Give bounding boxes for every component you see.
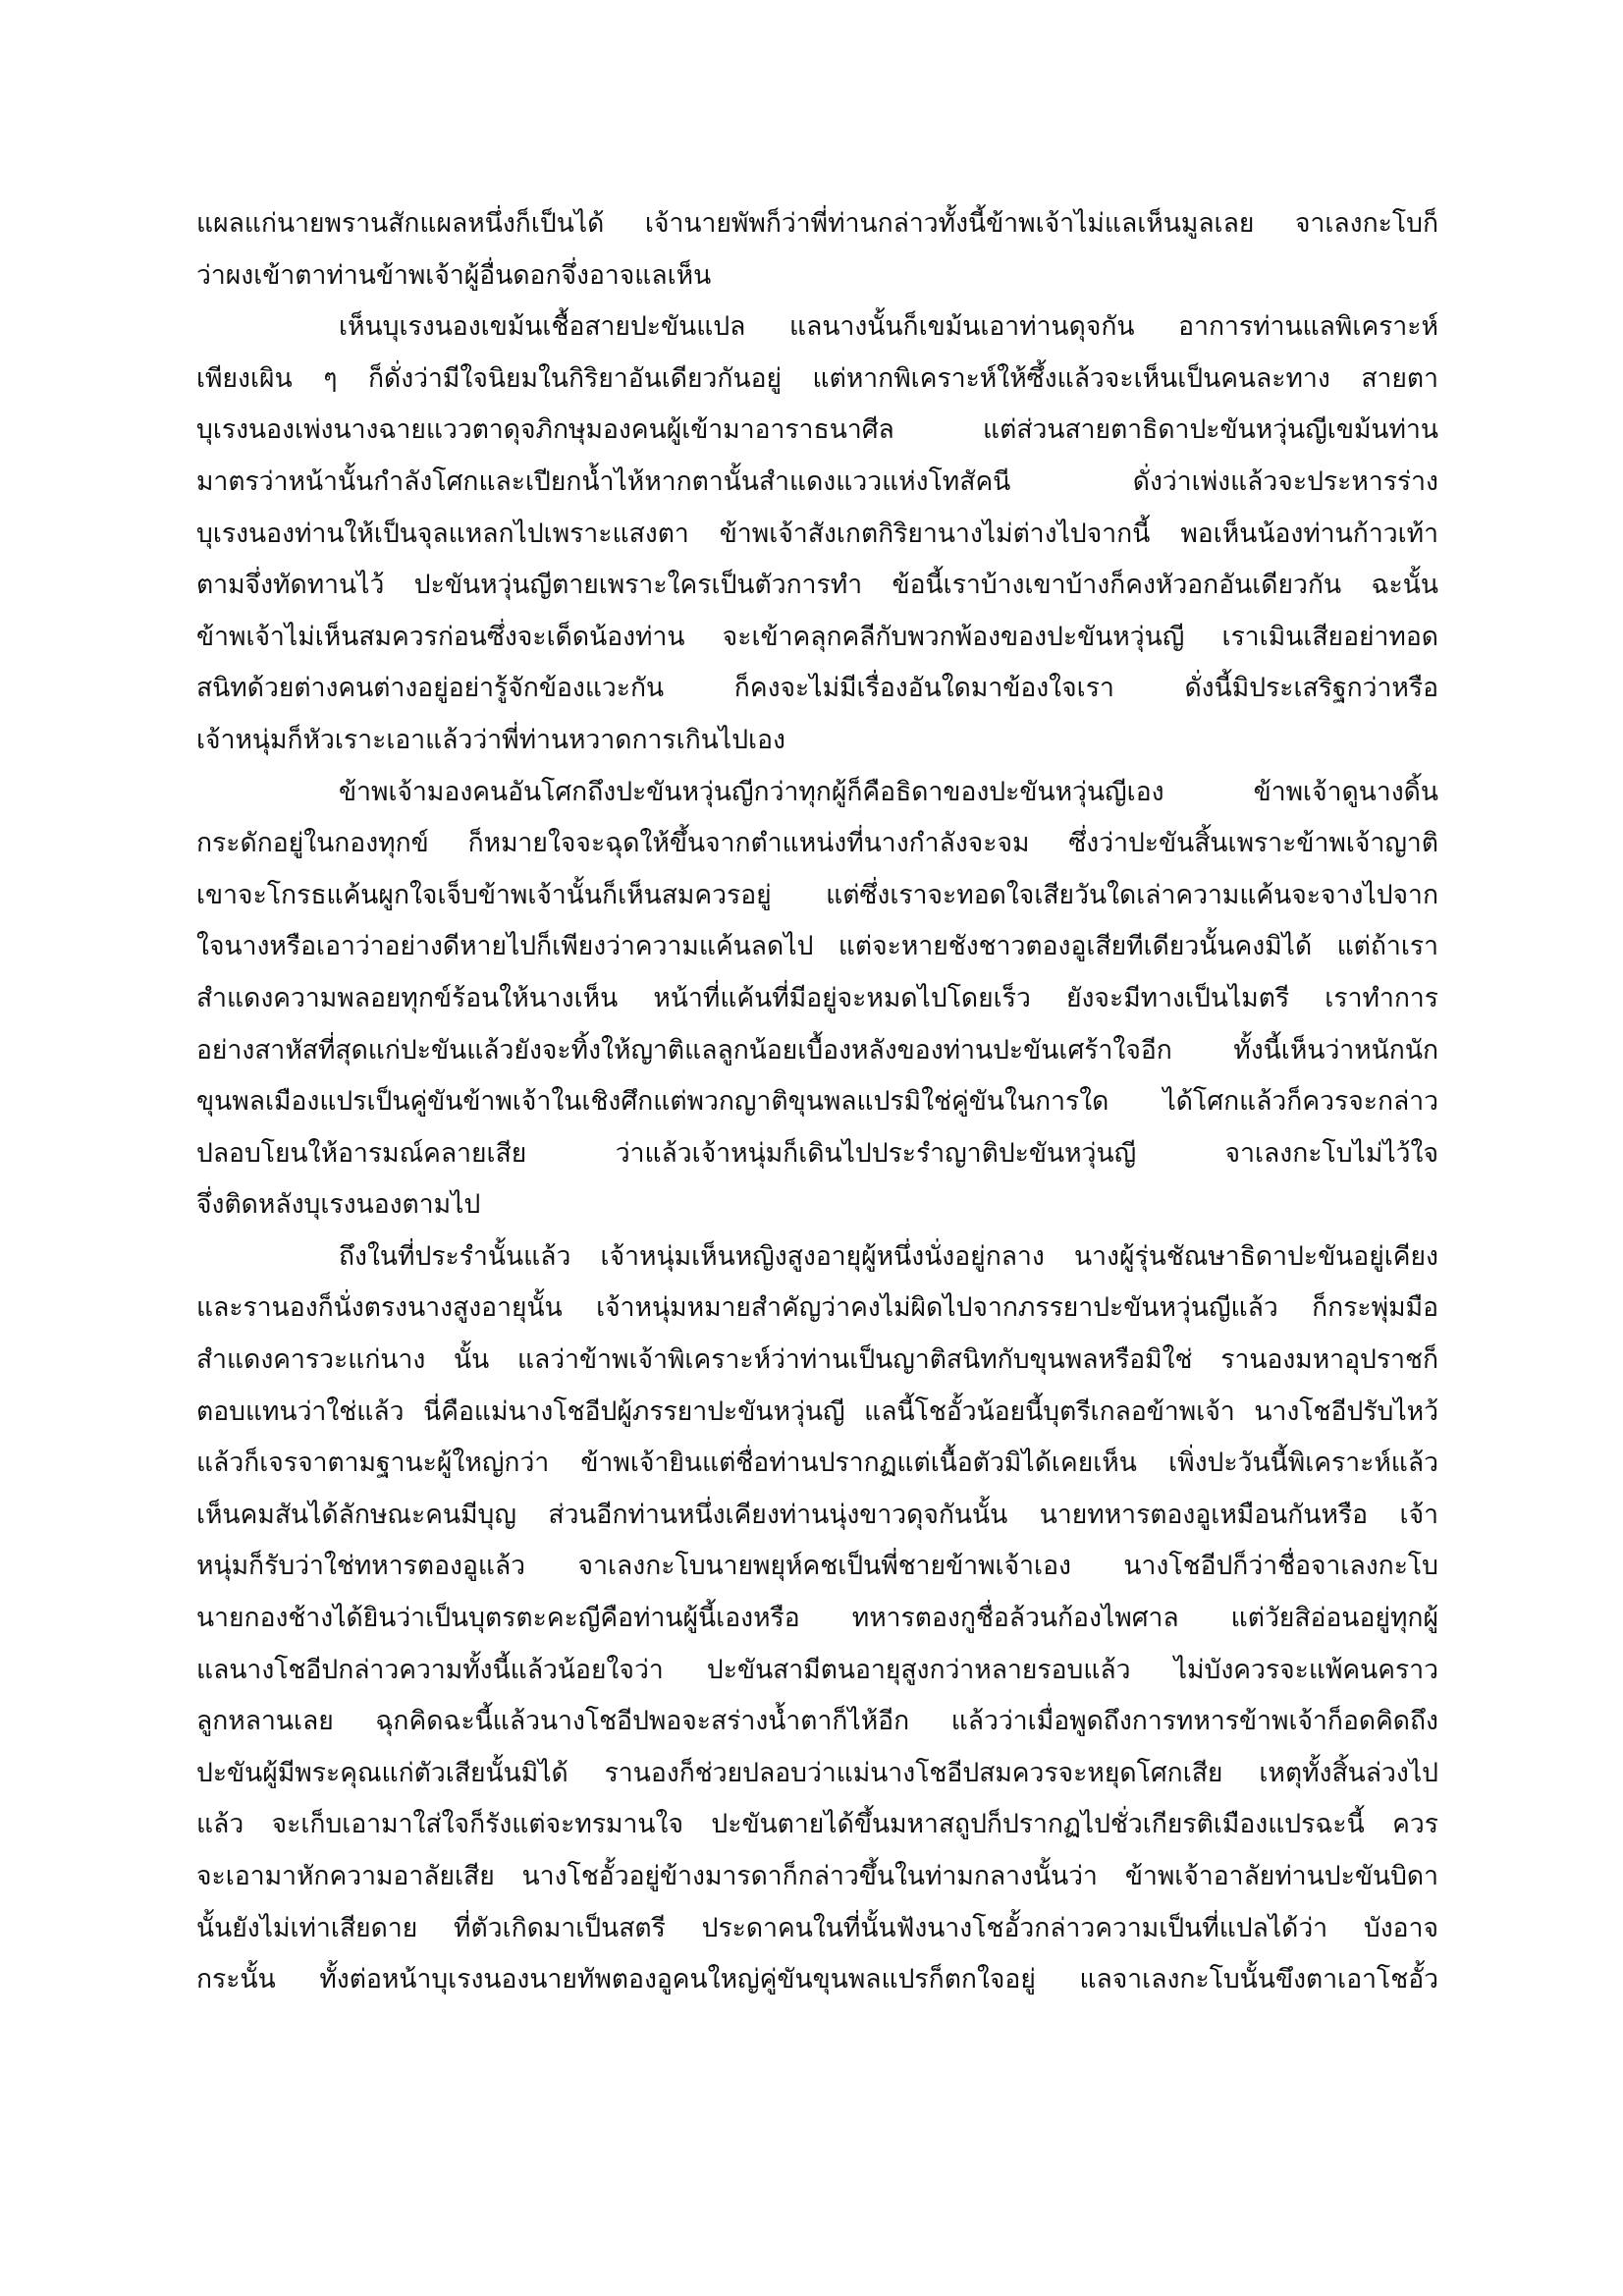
text-line: ข้าพเจ้าไม่เห็นสมควรก่อนซึ่งจะเด็ดน้องท่าน จะเข้าคลุกคลีกับพวกพ้องของปะขันหวุ่นญี เราเมินเสียอย่าทอด xyxy=(196,621,1438,652)
text-line: นายกองช้างได้ยินว่าเป็นบุตรตะคะญีคือท่านผู้นี้เองหรือ ทหารตองกูชื่อล้วนก้องไพศาล แต่วัยสิอ่อนอยู่ทุกผู้ xyxy=(196,1603,1438,1634)
text-line: เจ้าหนุ่มก็หัวเราะเอาแล้วว่าพี่ท่านหวาดการเกินไปเอง xyxy=(196,724,785,755)
text-line: แล้ว จะเก็บเอามาใส่ใจก็รังแต่จะทรมานใจ ปะขันตายได้ขึ้นมหาสถูปก็ปรากฏไปชั่วเกียรติเมืองแปรฉะนี้ ควร xyxy=(196,1809,1438,1840)
text-line: อย่างสาหัสที่สุดแก่ปะขันแล้วยังจะทิ้งให้ญาติแลลูกน้อยเบื้องหลังของท่านปะขันเศร้าใจอีก ทั้งนี้เห็นว่าหนักนัก xyxy=(196,1034,1438,1066)
paragraph xyxy=(196,767,1438,1231)
text-line: จะเอามาหักความอาลัยเสีย นางโชอั้วอยู่ข้างมารดาก็กล่าวขึ้นในท่ามกลางนั้นว่า ข้าพเจ้าอาลัยท่านปะขันบิดา xyxy=(196,1861,1438,1891)
text-line: จึ่งติดหลังบุเรงนองตามไป xyxy=(196,1189,481,1221)
text-line: สนิทด้วยต่างคนต่างอยู่อย่ารู้จักข้องแวะกัน ก็คงจะไม่มีเรื่องอันใดมาข้องใจเรา ดั่งนี้มิประเสริฐกว่าหรือ xyxy=(196,673,1438,704)
text-line: สำแดงคารวะแก่นาง นั้น แลว่าข้าพเจ้าพิเคราะห์ว่าท่านเป็นญาติสนิทกับขุนพลหรือมิใช่ รานองมหาอุปราชก็ xyxy=(196,1344,1438,1376)
text-line: สำแดงความพลอยทุกข์ร้อนให้นางเห็น หน้าที่แค้นที่มีอยู่จะหมดไปโดยเร็ว ยังจะมีทางเป็นไมตรี เราทำการ xyxy=(196,982,1438,1013)
paragraph xyxy=(196,198,1438,301)
text-line: ตอบแทนว่าใช่แล้ว นี่คือแม่นางโชอีปผู้ภรรยาปะขันหวุ่นญี แลนี้โชอั้วน้อยนี้บุตรีเกลอข้าพเจ้า นางโชอีปรับไหว้ xyxy=(196,1395,1438,1427)
text-line: นั้นยังไม่เท่าเสียดาย ที่ตัวเกิดมาเป็นสตรี ประดาคนในที่นั้นฟังนางโชอั้วกล่าวความเป็นที่แปลได้ว่า บังอาจ xyxy=(196,1912,1438,1943)
body-text xyxy=(196,198,1438,2006)
text-line: ใจนางหรือเอาว่าอย่างดีหายไปก็เพียงว่าความแค้นลดไป แต่จะหายชังชาวตองอูเสียทีเดียวนั้นคงมิได้ แต่ถ้าเรา xyxy=(196,931,1438,962)
text-line: มาตรว่าหน้านั้นกำลังโศกและเปียกน้ำไห้หากตานั้นสำแดงแววแห่งโทสัคนี ดั่งว่าเพ่งแล้วจะประหารร่าง xyxy=(196,465,1438,497)
paragraph xyxy=(196,1231,1438,2006)
text-line: ปลอบโยนให้อารมณ์คลายเสีย ว่าแล้วเจ้าหนุ่มก็เดินไปประรำญาติปะขันหวุ่นญี จาเลงกะโบไม่ไว้ใจ xyxy=(196,1137,1438,1169)
text-line: เห็นบุเรงนองเขม้นเชื้อสายปะขันแปล แลนางนั้นก็เขม้นเอาท่านดุจกัน อาการท่านแลพิเคราะห์ xyxy=(339,311,1438,343)
text-line: ข้าพเจ้ามองคนอันโศกถึงปะขันหวุ่นญีกว่าทุกผู้ก็คือธิดาของปะขันหวุ่นญีเอง ข้าพเจ้าดูนางดิ้น xyxy=(339,776,1438,807)
text-line: ลูกหลานเลย ฉุกคิดฉะนี้แล้วนางโชอีปพอจะสร่างน้ำตาก็ไห้อีก แล้วว่าเมื่อพูดถึงการทหารข้าพเจ้าก็อดคิดถึง xyxy=(196,1706,1438,1737)
text-line: เห็นคมสันได้ลักษณะคนมีบุญ ส่วนอีกท่านหนึ่งเคียงท่านนุ่งขาวดุจกันนั้น นายทหารตองอูเหมือนกันหรือ เจ้า xyxy=(196,1499,1438,1530)
text-line: กระนั้น ทั้งต่อหน้าบุเรงนองนายทัพตองอูคนใหญ่คู่ขันขุนพลแปรก็ตกใจอยู่ แลจาเลงกะโบนั้นขึงตาเอาโชอั้ว xyxy=(196,1964,1438,1995)
text-line: แล้วก็เจรจาตามฐานะผู้ใหญ่กว่า ข้าพเจ้ายินแต่ชื่อท่านปรากฏแต่เนื้อตัวมิได้เคยเห็น เพิ่งปะวันนี้พิเคราะห์แล้ว xyxy=(196,1448,1438,1479)
text-line: ขุนพลเมืองแปรเป็นคู่ขันข้าพเจ้าในเชิงศึกแต่พวกญาติขุนพลแปรมิใช่คู่ขันในการใด ได้โศกแล้วก็ควรจะกล่าว xyxy=(196,1086,1438,1118)
text-line: และรานองก็นั่งตรงนางสูงอายุนั้น เจ้าหนุ่มหมายสำคัญว่าคงไม่ผิดไปจากภรรยาปะขันหวุ่นญีแล้ว ก็กระพุ่มมือ xyxy=(196,1292,1438,1324)
text-line: เขาจะโกรธแค้นผูกใจเจ็บข้าพเจ้านั้นก็เห็นสมควรอยู่ แต่ซึ่งเราจะทอดใจเสียวันใดเล่าความแค้นจะจางไปจาก xyxy=(196,879,1438,910)
text-line: ปะขันผู้มีพระคุณแก่ตัวเสียนั้นมิได้ รานองก็ช่วยปลอบว่าแม่นางโชอีปสมควรจะหยุดโศกเสีย เหตุทั้งสิ้นล่วงไป xyxy=(196,1757,1438,1788)
text-line: หนุ่มก็รับว่าใช่ทหารตองอูแล้ว จาเลงกะโบนายพยุห์คชเป็นพี่ชายข้าพเจ้าเอง นางโชอีปก็ว่าชื่อจาเลงกะโบ xyxy=(196,1551,1438,1582)
text-line: ถึงในที่ประรำนั้นแล้ว เจ้าหนุ่มเห็นหญิงสูงอายุผู้หนึ่งนั่งอยู่กลาง นางผู้รุ่นชัณษาธิดาปะขันอยู่เคียง xyxy=(339,1240,1438,1272)
text-line: ตามจึ่งทัดทานไว้ ปะขันหวุ่นญีตายเพราะใครเป็นตัวการทำ ข้อนี้เราบ้างเขาบ้างก็คงหัวอกอันเดียวกัน ฉะนั้น xyxy=(196,570,1438,601)
text-line: แลนางโชอีปกล่าวความทั้งนี้แล้วน้อยใจว่า ปะขันสามีตนอายุสูงกว่าหลายรอบแล้ว ไม่บังควรจะแพ้คนคราว xyxy=(196,1654,1438,1685)
text-line: บุเรงนองเพ่งนางฉายแววตาดุจภิกษุมองคนผู้เข้ามาอาราธนาศีล แต่ส่วนสายตาธิดาปะขันหวุ่นญีเขม้นท่าน xyxy=(196,414,1438,446)
text-line: แผลแก่นายพรานสักแผลหนึ่งก็เป็นได้ เจ้านายพัพก็ว่าพี่ท่านกล่าวทั้งนี้ข้าพเจ้าไม่แลเห็นมูลเลย จาเลงกะโบก็ xyxy=(196,208,1438,239)
paragraph xyxy=(196,301,1438,766)
text-line: ว่าผงเข้าตาท่านข้าพเจ้าผู้อื่นดอกจึ่งอาจแลเห็น xyxy=(196,259,712,291)
text-line: เพียงเผิน ๆ ก็ดั่งว่ามีใจนิยมในกิริยาอันเดียวกันอยู่ แต่หากพิเคราะห์ให้ซึ้งแล้วจะเห็นเป็นคนละทาง สายตา xyxy=(196,362,1438,394)
text-line: บุเรงนองท่านให้เป็นจุลแหลกไปเพราะแสงตา ข้าพเจ้าสังเกตกิริยานางไม่ต่างไปจากนี้ พอเห็นน้องท่านก้าวเท้า xyxy=(196,518,1438,549)
text-line: กระดักอยู่ในกองทุกข์ ก็หมายใจจะฉุดให้ขึ้นจากตำแหน่งที่นางกำลังจะจม ซึ่งว่าปะขันสิ้นเพราะข้าพเจ้าญาติ xyxy=(196,828,1438,859)
